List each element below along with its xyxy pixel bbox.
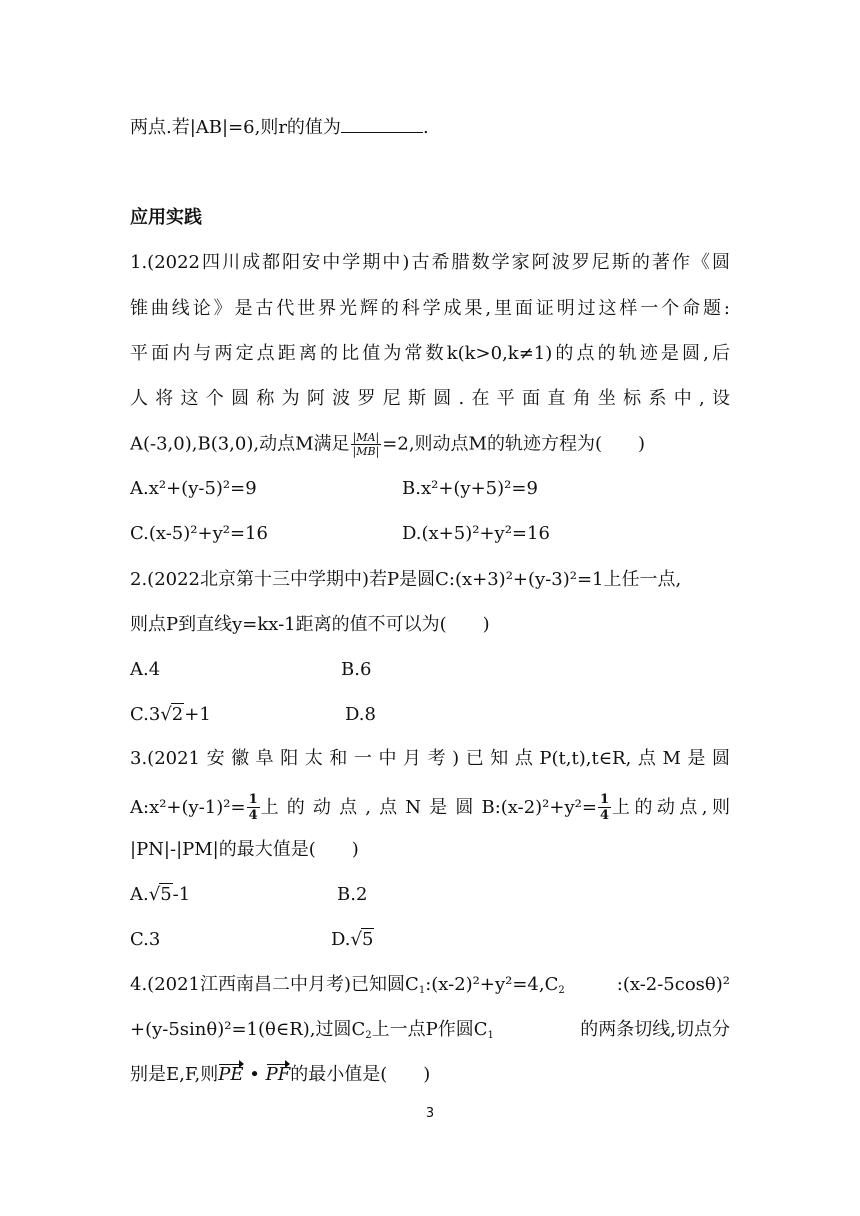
q3-option-a-pre: A. xyxy=(130,884,149,905)
q3-line-3: |PN|-|PM|的最大值是( ) xyxy=(130,839,359,860)
q4-line-2c: 的两条切线,切点分 xyxy=(580,1019,730,1040)
sqrt-expression: √5 xyxy=(350,929,374,950)
subscript: 1 xyxy=(418,985,426,996)
q4-line-1c: :(x-2-5cosθ)² xyxy=(616,974,730,995)
q3-option-c[interactable]: C.3 xyxy=(130,929,161,950)
q2-option-c-post: +1 xyxy=(184,704,211,725)
q3-option-a[interactable] xyxy=(130,883,190,907)
subscript: 2 xyxy=(558,985,565,996)
subscript: 2 xyxy=(365,1030,372,1041)
quarter-fraction-1 xyxy=(247,793,260,822)
fraction-numerator: 1 xyxy=(248,792,258,807)
fraction-numerator: 1 xyxy=(599,792,609,807)
fraction-denominator: 4 xyxy=(599,808,609,823)
q1-option-a[interactable]: A.x²+(y-5)²=9 xyxy=(130,478,257,499)
q3-option-a-post: -1 xyxy=(172,884,191,905)
q3-option-d-pre: D. xyxy=(331,929,351,950)
answer-blank[interactable] xyxy=(341,116,423,133)
vector-pe: PE xyxy=(218,1064,244,1085)
prev-question-text: 两点.若|AB|=6,则r的值为 xyxy=(130,117,341,138)
sqrt-expression: √5 xyxy=(148,884,172,905)
ma-mb-fraction xyxy=(351,432,382,457)
dot-product: • xyxy=(243,1064,266,1085)
q1-line-3: 平面内与两定点距离的比值为常数k(k>0,k≠1)的点的轨迹是圆,后 xyxy=(130,343,730,364)
subscript: 1 xyxy=(487,1030,494,1041)
prev-question-tail xyxy=(130,116,429,140)
q4-line-3b: 的最小值是( ) xyxy=(290,1064,431,1085)
q4-line-1 xyxy=(130,973,730,997)
q4-text-2a: +(y-5sinθ)²=1(θ∈R),过圆C xyxy=(130,1019,366,1040)
q3-option-b[interactable]: B.2 xyxy=(337,884,368,905)
q4-text-2b: 上一点P作圆C xyxy=(371,1019,488,1040)
q3-line-2b: 上的动点,点N是圆B:(x-2)²+y²= xyxy=(260,796,597,818)
fraction-numerator: |MA| xyxy=(351,432,382,445)
q4-line-3 xyxy=(130,1063,430,1087)
q3-option-d[interactable] xyxy=(331,928,374,952)
q1-line-4: 人将这个圆称为阿波罗尼斯圆.在平面直角坐标系中,设 xyxy=(130,388,730,409)
quarter-fraction-2 xyxy=(598,793,611,822)
prev-question-end: . xyxy=(422,117,429,138)
q4-line-2a xyxy=(130,1018,494,1042)
q1-line-5b: =2,则动点M的轨迹方程为( ) xyxy=(382,433,646,455)
q1-option-d[interactable]: D.(x+5)²+y²=16 xyxy=(402,523,550,544)
q4-line-1a xyxy=(130,973,565,997)
q3-line-2a: A:x²+(y-1)²= xyxy=(130,796,246,818)
sqrt-radicand: 5 xyxy=(362,929,374,950)
q2-option-a[interactable]: A.4 xyxy=(130,659,161,680)
q4-text-1a: 4.(2021江西南昌二中月考)已知圆C xyxy=(130,974,419,995)
sqrt-radicand: 2 xyxy=(171,704,184,725)
q1-line-5a: A(-3,0),B(3,0),动点M满足 xyxy=(130,433,350,455)
q1-line-2: 锥曲线论》是古代世界光辉的科学成果,里面证明过这样一个命题: xyxy=(130,298,730,319)
section-heading: 应用实践 xyxy=(130,207,202,228)
q2-option-d[interactable]: D.8 xyxy=(345,704,376,725)
q3-line-1: 3.(2021安徽阜阳太和一中月考)已知点P(t,t),t∈R,点M是圆 xyxy=(130,748,730,769)
q4-text-1b: :(x-2)²+y²=4,C xyxy=(425,974,559,995)
fraction-denominator: |MB| xyxy=(352,445,380,458)
q1-option-c[interactable]: C.(x-5)²+y²=16 xyxy=(130,523,268,544)
sqrt-expression: √2 xyxy=(160,704,184,725)
q2-line-2: 则点P到直线y=kx-1距离的值不可以为( ) xyxy=(130,614,490,635)
sqrt-radicand: 5 xyxy=(160,884,172,905)
fraction-denominator: 4 xyxy=(248,808,258,823)
q1-line-1: 1.(2022四川成都阳安中学期中)古希腊数学家阿波罗尼斯的著作《圆 xyxy=(130,252,730,273)
q4-line-2 xyxy=(130,1018,730,1042)
q2-line-1: 2.(2022北京第十三中学期中)若P是圆C:(x+3)²+(y-3)²=1上任一点, xyxy=(130,569,682,590)
page-number: 3 xyxy=(425,1106,435,1121)
q3-line-2 xyxy=(130,793,730,822)
q1-line-5 xyxy=(130,432,645,457)
q2-option-b[interactable]: B.6 xyxy=(341,659,372,680)
q1-option-b[interactable]: B.x²+(y+5)²=9 xyxy=(402,478,538,499)
q2-option-c[interactable] xyxy=(130,703,211,727)
q4-line-3a: 别是E,F,则 xyxy=(130,1064,219,1085)
vector-pf: PF xyxy=(265,1064,291,1085)
q2-option-c-pre: C.3 xyxy=(130,704,161,725)
q3-line-2c: 上的动点,则 xyxy=(612,796,730,818)
